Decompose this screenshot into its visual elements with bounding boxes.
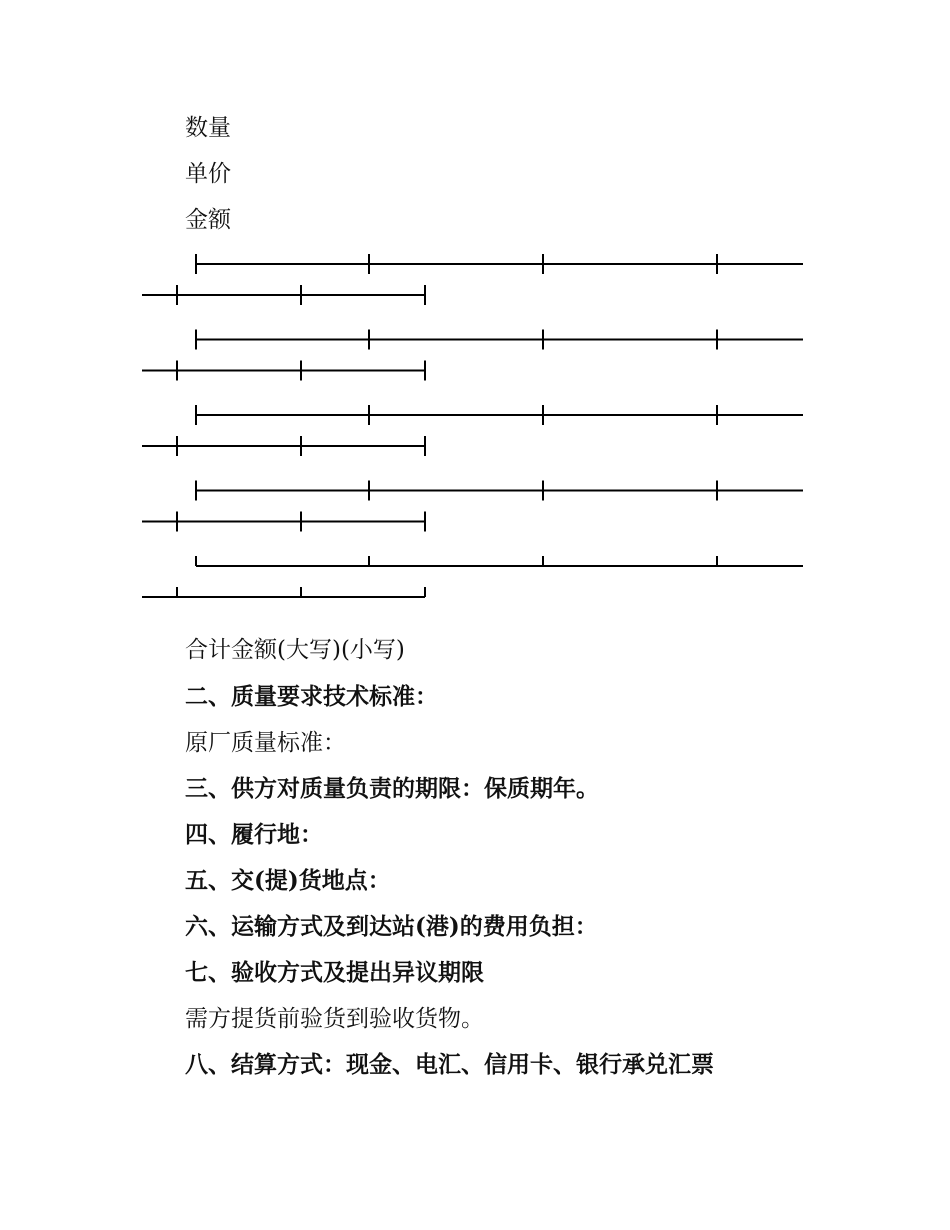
original-factory-standard: 原厂质量标准： (185, 730, 346, 756)
header-amount: 金额 (185, 207, 231, 233)
header-unit-price: 单价 (185, 161, 231, 187)
section-4-place-of-performance: 四、履行地： (185, 821, 323, 848)
section-6-transport-costs: 六、运输方式及到达站(港)的费用负担： (185, 913, 598, 940)
section-7-inspection: 七、验收方式及提出异议期限 (185, 959, 484, 986)
section-3-warranty-period: 三、供方对质量负责的期限：保质期年。 (185, 775, 599, 802)
header-quantity: 数量 (185, 115, 231, 141)
section-5-delivery-location: 五、交(提)货地点： (185, 867, 391, 894)
total-amount-line: 合计金额(大写)(小写) (185, 637, 405, 663)
section-2-quality-standard: 二、质量要求技术标准： (185, 683, 438, 710)
inspection-note: 需方提货前验货到验收货物。 (185, 1006, 484, 1032)
section-8-settlement-method: 八、结算方式：现金、电汇、信用卡、银行承兑汇票 (185, 1051, 714, 1078)
